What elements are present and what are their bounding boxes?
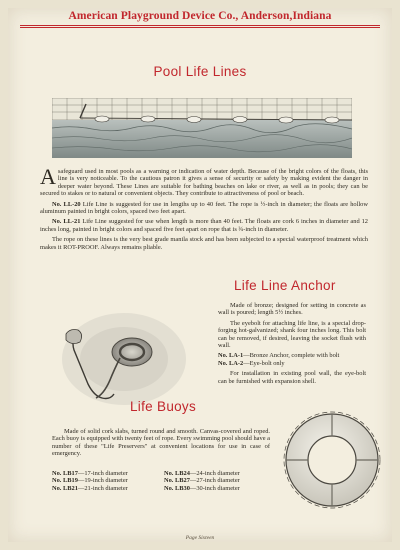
life-lines-intro: Asafeguard used in most pools as a warning or indication of water depth. Because of the bright colors of the floats, this line is very noticeable. To the cautious patron it gives a sense of security or safety by making evident the danger in deeper water beyond. These Lines are suitable for bathing beaches on lake or river, as well as in pools; they can be secured to stakes or to natural or convenient objects. They contribute to attractiveness of pool or beach. — [40, 164, 368, 198]
anchor-body — [218, 302, 366, 388]
header-rule — [20, 25, 380, 26]
anchor-install-paragraph: For installation in existing pool wall, the eye-bolt can be furnished with expansion shell. — [218, 370, 366, 385]
buoy-list-right — [164, 470, 240, 492]
ll21-paragraph: No. LL-21 Life Line suggested for use when length is more than 40 feet. The floats are cork 6 inches in diameter and 12 inches long, painted in bright colors and spaced five feet apart on rope that is ¾-inch in diameter. — [40, 218, 368, 233]
life-line-illustration — [52, 98, 352, 158]
buoys-title: Life Buoys — [130, 399, 197, 414]
list-item: No. LB19—19-inch diameter — [52, 477, 128, 485]
catalog-page — [8, 8, 392, 542]
ll20-paragraph: No. LL-20 Life Line is suggested for use in lengths up to 40 feet. The rope is ½-inch in diameter; the floats are hollow aluminum painted in bright colors, spaced two feet apart. — [40, 200, 368, 216]
list-item: No. LB27—27-inch diameter — [164, 477, 240, 485]
list-item: No. LB24—24-inch diameter — [164, 470, 240, 477]
list-item: No. LB17—17-inch diameter — [52, 470, 128, 477]
la2-item: No. LA-2—Eye-bolt only — [218, 359, 285, 367]
anchor-eyebolt-paragraph: The eyebolt for attaching life line, is a special drop-forging hot-galvanized; shank four inches long. This bolt can be removed, if desired, leaving the socket flush with wall. — [218, 319, 366, 350]
la1-item: No. LA-1—Bronze Anchor, complete with bolt — [218, 352, 340, 360]
anchor-illustration — [44, 304, 197, 414]
header-rule-2 — [20, 27, 380, 28]
anchor-title: Life Line Anchor — [234, 278, 336, 293]
rope-paragraph: The rope on these lines is the very best grade manila stock and has been subjected to a special waterproof treatment which makes it ROT-PROOF. Always remains pliable. — [40, 236, 368, 251]
list-item: No. LB30—30-inch diameter — [164, 484, 240, 492]
list-item: No. LB21—21-inch diameter — [52, 484, 128, 492]
life-lines-body — [40, 164, 368, 254]
page-number: Page Sixteen — [185, 535, 215, 541]
page-header: American Playground Device Co., Anderson,Indiana — [68, 10, 332, 22]
anchor-material-paragraph: Made of bronze; designed for setting in concrete as wall is poured; length 5½ inches. — [218, 302, 366, 317]
life-buoy-illustration — [282, 408, 382, 510]
buoys-intro: Made of solid cork slabs, turned round and smooth. Canvas-covered and roped. Each buoy is equipped with twenty feet of rope. Every swimming pool should have a number of these "Life Preservers" at convenient locations for use in case of emergency. — [52, 428, 270, 458]
buoy-list-left — [52, 470, 128, 492]
life-lines-title: Pool Life Lines — [153, 64, 247, 79]
drop-cap: A — [40, 164, 56, 189]
